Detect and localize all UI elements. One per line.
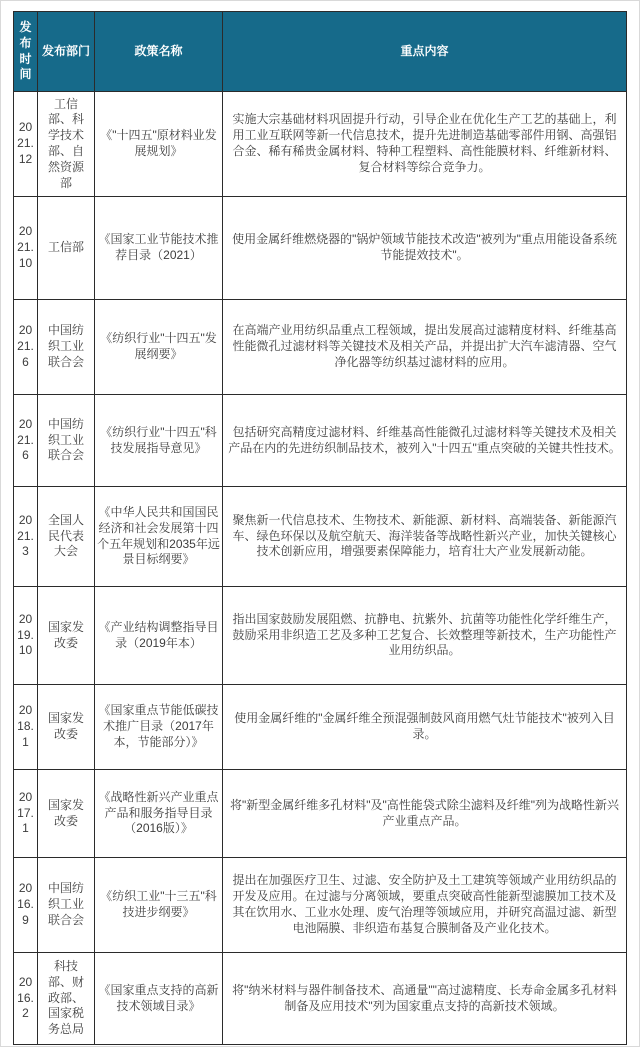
table-row: [14, 587, 627, 685]
cell-policy-name: 《中华人民共和国国民经济和社会发展第十四个五年规划和2035年远景目标纲要》: [95, 487, 223, 587]
cell-key-content: 包括研究高精度过滤材料、纤维基高性能微孔过滤材料等关键技术及相关产品在内的先进纺织制品技术，被列入"十四五"重点突破的关键共性技术。: [223, 395, 627, 487]
cell-policy-name: 《纺织行业"十四五"科技发展指导意见》: [95, 395, 223, 487]
table-row: [14, 858, 627, 953]
cell-policy-name: 《战略性新兴产业重点产品和服务指导目录（2016版）》: [95, 770, 223, 858]
cell-policy-name: 《国家重点支持的高新技术领域目录》: [95, 953, 223, 1045]
cell-publish-date: 2018.1: [14, 685, 38, 770]
cell-policy-name: 《国家工业节能技术推荐目录（2021）: [95, 197, 223, 300]
table-row: [14, 395, 627, 487]
cell-department: 工信部、科学技术部、自然资源部: [38, 92, 95, 197]
cell-publish-date: 2016.9: [14, 858, 38, 953]
table-row: [14, 300, 627, 395]
cell-policy-name: 《产业结构调整指导目录（2019年本）: [95, 587, 223, 685]
cell-department: 国家发改委: [38, 587, 95, 685]
cell-policy-name: 《国家重点节能低碳技术推广目录（2017年本，节能部分）》: [95, 685, 223, 770]
cell-department: 科技部、财政部、国家税务总局: [38, 953, 95, 1045]
cell-key-content: 实施大宗基础材料巩固提升行动，引导企业在优化生产工艺的基础上，利用工业互联网等新一代信息技术，提升先进制造基础零部件用钢、高强铝合金、稀有稀贵金属材料、特种工程塑料、高性能膜材料、纤维新材料、复合材料等综合竞争力。: [223, 92, 627, 197]
cell-key-content: 在高端产业用纺织品重点工程领域，提出发展高过滤精度材料、纤维基高性能微孔过滤材料等关键技术及相关产品，并提出扩大汽车滤清器、空气净化器等纺织基过滤材料的应用。: [223, 300, 627, 395]
cell-publish-date: 2021.12: [14, 92, 38, 197]
cell-key-content: 指出国家鼓励发展阻燃、抗静电、抗紫外、抗菌等功能性化学纤维生产，鼓励采用非织造工艺及多种工艺复合、长效整理等新技术，生产功能性产业用纺织品。: [223, 587, 627, 685]
cell-publish-date: 2021.6: [14, 395, 38, 487]
cell-key-content: 聚焦新一代信息技术、生物技术、新能源、新材料、高端装备、新能源汽车、绿色环保以及航空航天、海洋装备等战略性新兴产业，加快关键核心技术创新应用，增强要素保障能力，培育壮大产业发展新动能。: [223, 487, 627, 587]
cell-department: 全国人民代表大会: [38, 487, 95, 587]
cell-publish-date: 2019.10: [14, 587, 38, 685]
cell-department: 中国纺织工业联合会: [38, 858, 95, 953]
cell-key-content: 将"纳米材料与器件制备技术、高通量""高过滤精度、长寿命金属多孔材料制备及应用技术"列为国家重点支持的高新技术领域。: [223, 953, 627, 1045]
cell-publish-date: 2021.3: [14, 487, 38, 587]
cell-key-content: 将"新型金属纤维多孔材料"及"高性能袋式除尘滤料及纤维"列为战略性新兴产业重点产品。: [223, 770, 627, 858]
table-row: [14, 197, 627, 300]
column-header-policy-name: 政策名称: [95, 12, 223, 92]
cell-department: 国家发改委: [38, 685, 95, 770]
table-row: [14, 770, 627, 858]
cell-publish-date: 2016.2: [14, 953, 38, 1045]
cell-publish-date: 2021.10: [14, 197, 38, 300]
cell-department: 中国纺织工业联合会: [38, 395, 95, 487]
policy-table: [13, 11, 627, 1045]
table-row: [14, 685, 627, 770]
cell-department: 国家发改委: [38, 770, 95, 858]
table-row: [14, 92, 627, 197]
cell-publish-date: 2021.6: [14, 300, 38, 395]
column-header-department: 发布部门: [38, 12, 95, 92]
table-header-row: [14, 12, 627, 92]
cell-policy-name: 《"十四五"原材料业发展规划》: [95, 92, 223, 197]
cell-publish-date: 2017.1: [14, 770, 38, 858]
cell-key-content: 提出在加强医疗卫生、过滤、安全防护及土工建筑等领域产业用纺织品的开发及应用。在过滤与分离领域，要重点突破高性能新型滤膜加工技术及其在饮用水、工业水处理、废气治理等领域应用，并研究高温过滤、新型电池隔膜、非织造布基复合膜制备及产业化技术。: [223, 858, 627, 953]
cell-policy-name: 《纺织行业"十四五"发展纲要》: [95, 300, 223, 395]
table-row: [14, 487, 627, 587]
column-header-publish-date: 发布时间: [14, 12, 38, 92]
column-header-key-content: 重点内容: [223, 12, 627, 92]
cell-key-content: 使用金属纤维的"金属纤维全预混强制鼓风商用燃气灶节能技术"被列入目录。: [223, 685, 627, 770]
cell-policy-name: 《纺织工业"十三五"科技进步纲要》: [95, 858, 223, 953]
cell-key-content: 使用金属纤维燃烧器的"锅炉领域节能技术改造"被列为"重点用能设备系统节能提效技术"。: [223, 197, 627, 300]
cell-department: 中国纺织工业联合会: [38, 300, 95, 395]
table-row: [14, 953, 627, 1045]
cell-department: 工信部: [38, 197, 95, 300]
